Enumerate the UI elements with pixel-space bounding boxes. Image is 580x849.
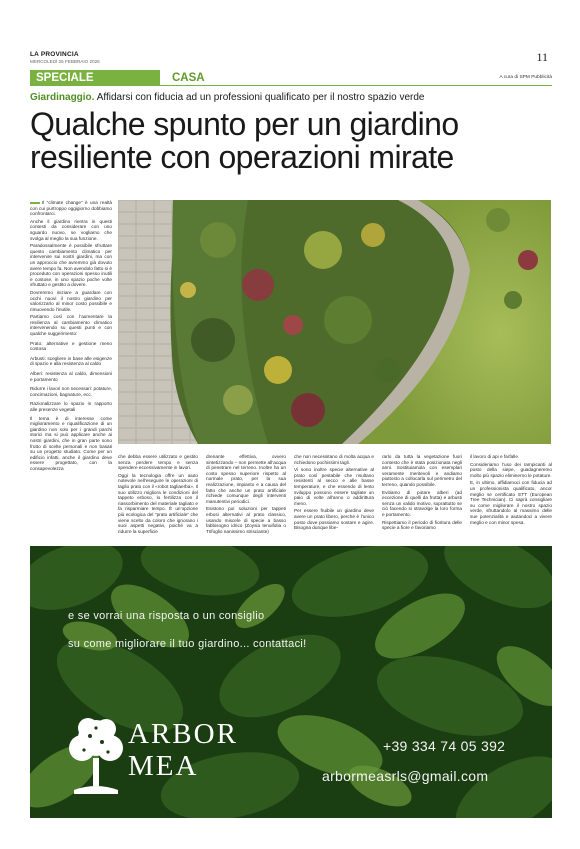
paragraph: Razionalizzare lo spazio in rapporto alle presenze vegetali — [30, 401, 112, 412]
page-number: 11 — [536, 50, 548, 64]
article-column-1 — [30, 200, 112, 474]
paragraph: Per essere fruibile un giardino deve avere un prato libero, perché è l’unico posto dove possiamo sostare e agire. Bisogna dunque libe- — [294, 508, 374, 531]
paragraph: E, in ultimo, affidiamoci con fiducia ad un professionista qualificato, ancor meglio se certificato ETT (European Tree Technician). Ci saprà consigliare su come migliorare il nostro spazio verde, sfruttandolo al massimo delle sue potenzialità e aiutandoci a vivere meglio e con minor spesa. — [470, 480, 552, 525]
list-item: Alberi: resistenza al caldo, dimensioni e portamento — [30, 371, 112, 382]
paragraph: Dovremmo iniziare a guardare con occhi nuovi il nostro giardino per valorizzarlo al minor costo possibile e rimuovendo l’inutile. — [30, 289, 112, 312]
ad-tagline-2: su come migliorare il tuo giardino... contattaci! — [68, 638, 307, 650]
contact-phone[interactable]: +39 334 74 05 392 — [383, 738, 506, 754]
ad-tagline-1: e se vorrai una risposta o un consiglio — [68, 610, 265, 622]
paragraph: Anche il giardino rientra in questi contesti da considerare con uno sguardo nuovo, se vogliamo che svolga al meglio la sua funzione. — [30, 218, 112, 241]
paragraph: Evitiamo di potare alberi (ad eccezione di quelli da frutta) e arbusti senza un valido motivo, soprattutto se ciò facendo si stravolge la loro forma e portamento. — [382, 489, 462, 517]
article-title — [30, 108, 552, 174]
issue-date: MERCOLEDÌ 25 FEBBRAIO 2026 — [30, 59, 100, 64]
article-column-4 — [294, 454, 374, 533]
lead-text: Il “climate change” è una realtà con cui purtroppo oggigiorno dobbiamo confrontarci. — [30, 200, 112, 217]
paragraph: Il tema è di interesse come miglioramento e riqualificazione di un giardino non solo per i grandi parchi storici ma si può applicare anche ai nostri giardini, che in gran parte sono frutto di scelte personali e non basati su un progetto studiato. Come per un edificio infatti, anche il giardino deve essere progettato, con la consapevolezza — [30, 415, 112, 471]
paragraph: Vi sono inoltre specie alternative al prato così pestabile che risultano resistenti al secco e alle basse temperature, e che essendo di lento sviluppo possono essere tagliate un paio di volte all’anno o addirittura meno. — [294, 467, 374, 506]
subsection-label: CASA — [172, 71, 205, 84]
masthead — [30, 51, 100, 65]
section-label: SPECIALE — [30, 70, 160, 85]
section-rubric — [30, 70, 552, 85]
paragraph: che non necessitano di molta acqua e richiedono pochissimi tagli. — [294, 454, 374, 465]
kicker-label: Giardinaggio. — [30, 92, 95, 103]
paragraph: drenante effettiva, ovvero sintetizzando – non permette all’acqua di penetrare nel terreno. Inoltre ha un costo spesso superiore rispetto al normale prato, per la sua realizzazione, impianto e a causa del fatto che anche un prato artificiale richiede comunque degli interventi manutentivi periodici. — [206, 454, 286, 504]
article-column-5 — [382, 454, 462, 533]
article-column-6 — [470, 454, 552, 527]
paragraph: Esistono poi soluzioni per tappeti erbosi alternativi al prato classico, usando miscele di specie a basso fabbisogno idrico (Zoysia tenuifolia o Trifoglio nanissimo strisciante) — [206, 506, 286, 534]
garden-photo-illustration — [118, 200, 551, 444]
lead-marker — [30, 202, 40, 204]
list-item: Ridurre i lavori non necessari: potature, concimazioni, bagnature, ecc. — [30, 386, 112, 397]
paragraph: rarlo da tutta la vegetazione fuori contesto che è stata posizionata negli anni. Sostituiamola con esemplari veramente meritevoli e andiamo piuttosto a collocarla sul perimetro del terreno, quando possibile. — [382, 454, 462, 487]
arbor-mea-advertisement — [30, 546, 552, 818]
title-line-2: resiliente con operazioni mirate — [30, 139, 454, 175]
paragraph: Consideriamo l’uso dei rampicanti al posto della siepe, guadagneremo molto più spazio eliminerno le potature. — [470, 461, 552, 478]
paragraph — [30, 200, 112, 217]
contact-email[interactable]: arbormeasrls@gmail.com — [322, 768, 489, 784]
title-line-1: Qualche spunto per un giardino — [30, 106, 459, 142]
list-item: Prato: alternative e gestione meno costosa — [30, 340, 112, 352]
rubric-divider — [30, 85, 552, 86]
paragraph: il lavoro di api e farfalle. — [470, 454, 520, 459]
article-column-3 — [206, 454, 286, 536]
tree-icon — [66, 714, 126, 796]
article-column-2 — [118, 454, 198, 536]
paragraph: Oggi la tecnologia offre un aiuto notevole nell’eseguire le operazioni di taglio prato con il «robot tagliaerba». Il suo utilizzo migliora le condizioni del tappeto erboso, lo fertilizza con il riassorbimento del materiale tagliato e fa risparmiare tempo. È un’opzione più ecologica del “prato artificiale” che viene scelto da coloro che ignorano i suoi aspetti negativi, poiché va a ridurre la superficie — [118, 472, 198, 534]
paragraph: Paradossalmente è possibile sfruttare questo cambiamento climatico per intervenire sui nostri giardini, ma con un approccio che avremmo già dovuto avere tempo fa. Non avendolo fatto si è proceduto con operazioni spesso inutili e costose, in uno spazio poche volte sfruttato e gestito a dovere. — [30, 243, 112, 288]
paragraph: Rispettiamo il periodo di fioritura delle specie a fiore e favoriamo — [382, 519, 462, 531]
brand-name-line-2: MEA — [128, 750, 199, 782]
newspaper-name: LA PROVINCIA — [30, 51, 79, 58]
kicker-text: Affidarsi con fiducia ad un professioni qualificato per il nostro spazio verde — [96, 92, 425, 103]
garden-aerial-photo — [118, 200, 551, 444]
paragraph: che debba essere utilizzato e gestito senza perdere tempo e senza spendere eccessivamente in lavori. — [118, 454, 198, 471]
brand-name-line-1: ARBOR — [128, 718, 238, 750]
list-item: Arbusti: scegliere in base alle esigenze di spazio e alla resistenza al caldo — [30, 355, 112, 367]
paragraph: Partiamo così con l’aumentare la resilienza al cambiamento climatico intervenendo su questi punti e con qualche suggerimento: — [30, 314, 112, 337]
advertising-credit: A cura di SPM Pubblicità — [499, 75, 552, 80]
article-kicker — [30, 92, 424, 103]
